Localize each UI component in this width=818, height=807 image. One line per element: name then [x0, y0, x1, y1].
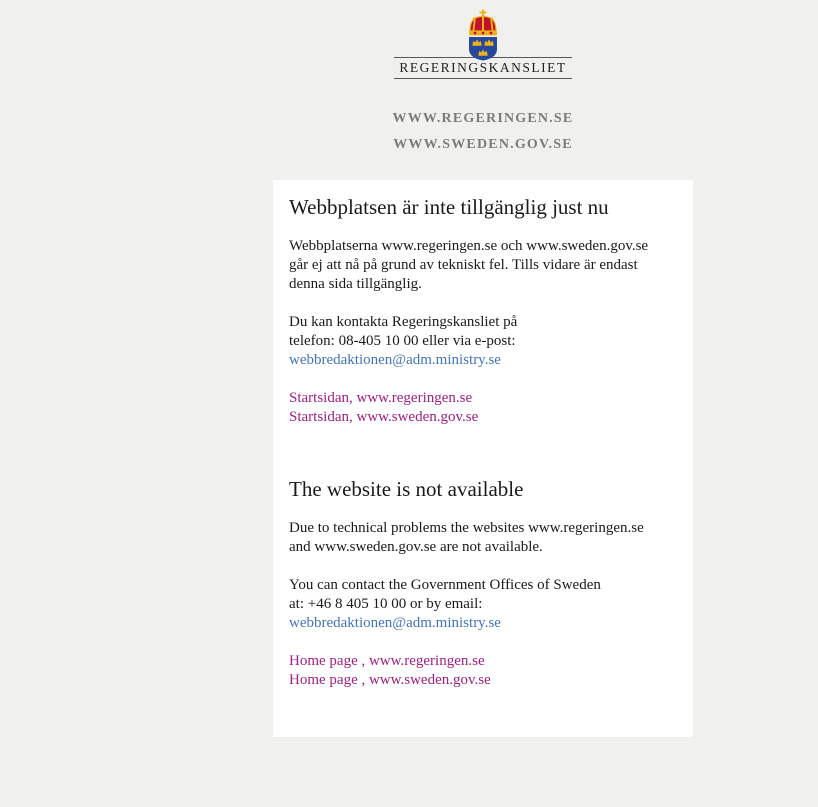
- content-column: [273, 0, 693, 737]
- site-links: [273, 106, 693, 158]
- homepage-regeringen-link[interactable]: Home page , www.regeringen.se: [289, 653, 485, 669]
- masthead: [273, 0, 693, 79]
- startsidan-sweden-link[interactable]: Startsidan, www.sweden.gov.se: [289, 409, 479, 425]
- site-link-regeringen[interactable]: WWW.REGERINGEN.SE: [392, 111, 574, 126]
- notice-heading-en: The website is not available: [289, 477, 524, 501]
- notice-body-en: [289, 519, 677, 557]
- notice-heading-sv: Webbplatsen är inte tillgänglig just nu: [289, 195, 609, 219]
- text-line: You can contact the Government Offices of Sweden: [289, 577, 601, 593]
- swedish-coat-of-arms-icon: [460, 9, 506, 61]
- home-links-en: [289, 652, 677, 690]
- text-line: at: +46 8 405 10 00 or by email:: [289, 596, 483, 612]
- logo-wordmark: REGERINGSKANSLIET: [394, 57, 571, 79]
- homepage-sweden-link[interactable]: Home page , www.sweden.gov.se: [289, 672, 491, 688]
- text-line: denna sida tillgänglig.: [289, 276, 422, 292]
- startsidan-regeringen-link[interactable]: Startsidan, www.regeringen.se: [289, 390, 473, 406]
- text-line: and www.sweden.gov.se are not available.: [289, 539, 543, 555]
- notice-body-sv: [289, 237, 677, 294]
- notice-card: [273, 180, 693, 737]
- text-line: telefon: 08-405 10 00 eller via e-post:: [289, 333, 516, 349]
- email-link-en[interactable]: webbredaktionen@adm.ministry.se: [289, 615, 501, 631]
- email-link-sv[interactable]: webbredaktionen@adm.ministry.se: [289, 352, 501, 368]
- text-line: går ej att nå på grund av tekniskt fel. Tills vidare är endast: [289, 257, 638, 273]
- contact-block-sv: [289, 313, 677, 370]
- text-line: Webbplatserna www.regeringen.se och www.sweden.gov.se: [289, 238, 649, 254]
- home-links-sv: [289, 389, 677, 427]
- text-line: Due to technical problems the websites www.regeringen.se: [289, 520, 644, 536]
- site-link-sweden-gov[interactable]: WWW.SWEDEN.GOV.SE: [393, 137, 573, 152]
- text-line: Du kan kontakta Regeringskansliet på: [289, 314, 518, 330]
- notice-section-swedish: [289, 195, 677, 427]
- contact-block-en: [289, 576, 677, 633]
- notice-section-english: [289, 477, 677, 690]
